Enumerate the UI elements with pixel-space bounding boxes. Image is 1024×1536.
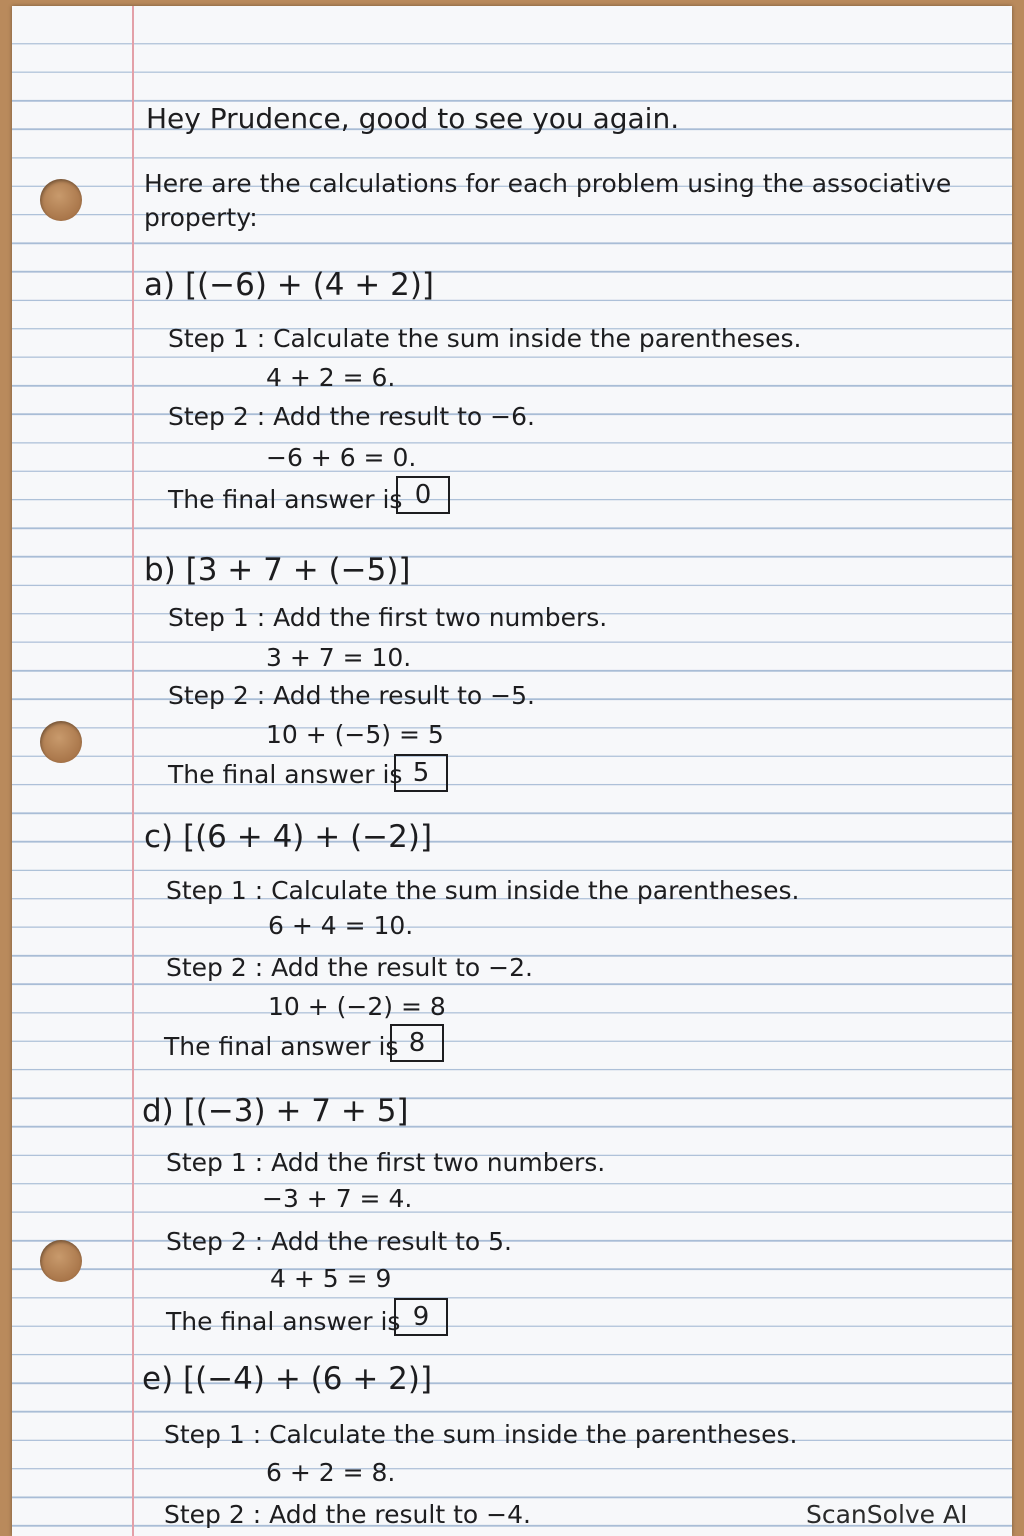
problem-b-step1: Step 1 : Add the first two numbers. xyxy=(168,603,608,632)
problem-a-calc1: 4 + 2 = 6. xyxy=(266,363,396,392)
punch-hole xyxy=(40,721,82,763)
problem-b-answer-box: 5 xyxy=(394,754,448,792)
greeting: Hey Prudence, good to see you again. xyxy=(146,102,680,135)
problem-c-step1: Step 1 : Calculate the sum inside the parentheses. xyxy=(166,876,800,905)
problem-b-step2: Step 2 : Add the result to −5. xyxy=(168,681,535,710)
problem-b-final-text: The final answer is xyxy=(168,760,403,789)
problem-c-step2: Step 2 : Add the result to −2. xyxy=(166,953,533,982)
problem-d-calc1: −3 + 7 = 4. xyxy=(262,1184,413,1213)
punch-hole xyxy=(40,179,82,221)
problem-d-answer-box: 9 xyxy=(394,1298,448,1336)
problem-d-step2: Step 2 : Add the result to 5. xyxy=(166,1227,512,1256)
problem-d-final-text: The final answer is xyxy=(166,1307,401,1336)
problem-c-calc2: 10 + (−2) = 8 xyxy=(268,992,446,1021)
problem-c-answer-box: 8 xyxy=(390,1024,444,1062)
problem-b-calc2: 10 + (−5) = 5 xyxy=(266,720,444,749)
problem-a-label: a) [(−6) + (4 + 2)] xyxy=(144,267,435,303)
problem-e-label: e) [(−4) + (6 + 2)] xyxy=(142,1361,433,1397)
problem-c-label: c) [(6 + 4) + (−2)] xyxy=(144,819,433,855)
problem-d-label: d) [(−3) + 7 + 5] xyxy=(142,1093,409,1129)
problem-e-step2: Step 2 : Add the result to −4. xyxy=(164,1500,531,1529)
watermark: ScanSolve AI xyxy=(806,1500,968,1529)
intro-line: Here are the calculations for each problem using the associative xyxy=(144,169,952,198)
problem-d-calc2: 4 + 5 = 9 xyxy=(270,1264,392,1293)
punch-hole xyxy=(40,1240,82,1282)
problem-a-step2: Step 2 : Add the result to −6. xyxy=(168,402,535,431)
problem-b-label: b) [3 + 7 + (−5)] xyxy=(144,552,411,588)
margin-line xyxy=(132,6,134,1536)
problem-a-step1: Step 1 : Calculate the sum inside the parentheses. xyxy=(168,324,802,353)
problem-a-calc2: −6 + 6 = 0. xyxy=(266,443,417,472)
problem-c-calc1: 6 + 4 = 10. xyxy=(268,911,414,940)
problem-a-final-text: The final answer is xyxy=(168,485,403,514)
problem-e-step1: Step 1 : Calculate the sum inside the parentheses. xyxy=(164,1420,798,1449)
problem-a-answer-box: 0 xyxy=(396,476,450,514)
notebook-paper xyxy=(12,6,1012,1536)
problem-c-final-text: The final answer is xyxy=(164,1032,399,1061)
problem-e-calc1: 6 + 2 = 8. xyxy=(266,1458,396,1487)
problem-d-step1: Step 1 : Add the first two numbers. xyxy=(166,1148,606,1177)
intro-line: property: xyxy=(144,203,258,232)
problem-b-calc1: 3 + 7 = 10. xyxy=(266,643,412,672)
